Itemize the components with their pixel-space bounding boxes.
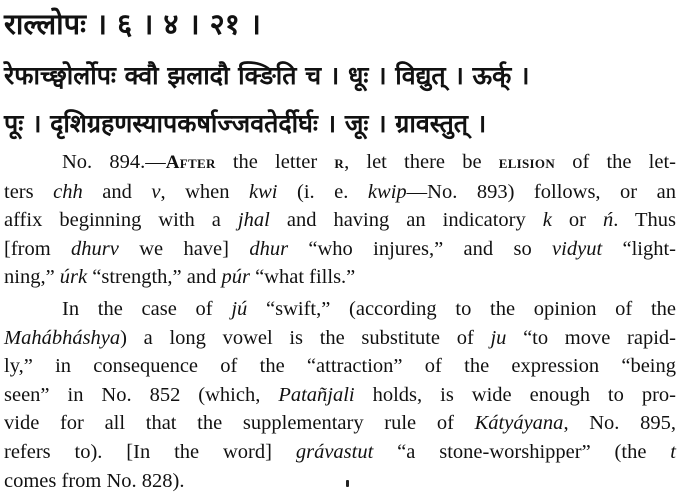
paragraph-line: ning,” úrk “strength,” and púr “what fills.”: [4, 266, 356, 289]
ink-speck: [346, 480, 349, 487]
paragraph-line: vide for all that the supplementary rule of Kátyáyana, No. 895,: [4, 412, 676, 435]
paragraph-line: Mahábháshya) a long vowel is the substitute of ju “to move rapid-: [4, 326, 676, 349]
paragraph-line: refers to). [In the word] grávastut “a stone-worshipper” (the t: [4, 440, 676, 463]
commentary-paragraph-2: [4, 295, 676, 495]
paragraph-line: affix beginning with a jhal and having an indicatory k or ń. Thus: [4, 209, 676, 232]
paragraph-line: ly,” in consequence of the “attraction” of the expression “being: [4, 355, 676, 378]
paragraph-line: No. 894.—After the letter r, let there be elision of the let-: [62, 151, 676, 173]
paragraph-line: [from dhurv we have] dhur “who injures,” and so vidyut “light-: [4, 237, 676, 260]
commentary-paragraph-1: [4, 148, 676, 292]
paragraph-line: comes from No. 828).: [4, 469, 185, 492]
sutra-text-line-1: रेफाच्छ्वोर्लोपः क्वौ झलादौ क्ङिति च । धूः । विद्युत् । ऊर्क् ।: [4, 61, 530, 90]
sutra-heading: राल्लोपः । ६ । ४ । २१ ।: [4, 7, 261, 41]
sutra-number: No. 894.—: [62, 151, 166, 173]
paragraph-line: In the case of jú “swift,” (according to the opinion of the: [62, 298, 676, 320]
paragraph-line: seen” in No. 852 (which, Patañjali holds, is wide enough to pro-: [4, 383, 676, 406]
paragraph-line: ters chh and v, when kwi (i. e. kwip—No. 893) follows, or an: [4, 180, 676, 203]
sutra-text-line-2: पूः । दृशिग्रहणस्यापकर्षाज्जवतेर्दीर्घः । जूः । ग्रावस्तुत् ।: [4, 109, 487, 138]
